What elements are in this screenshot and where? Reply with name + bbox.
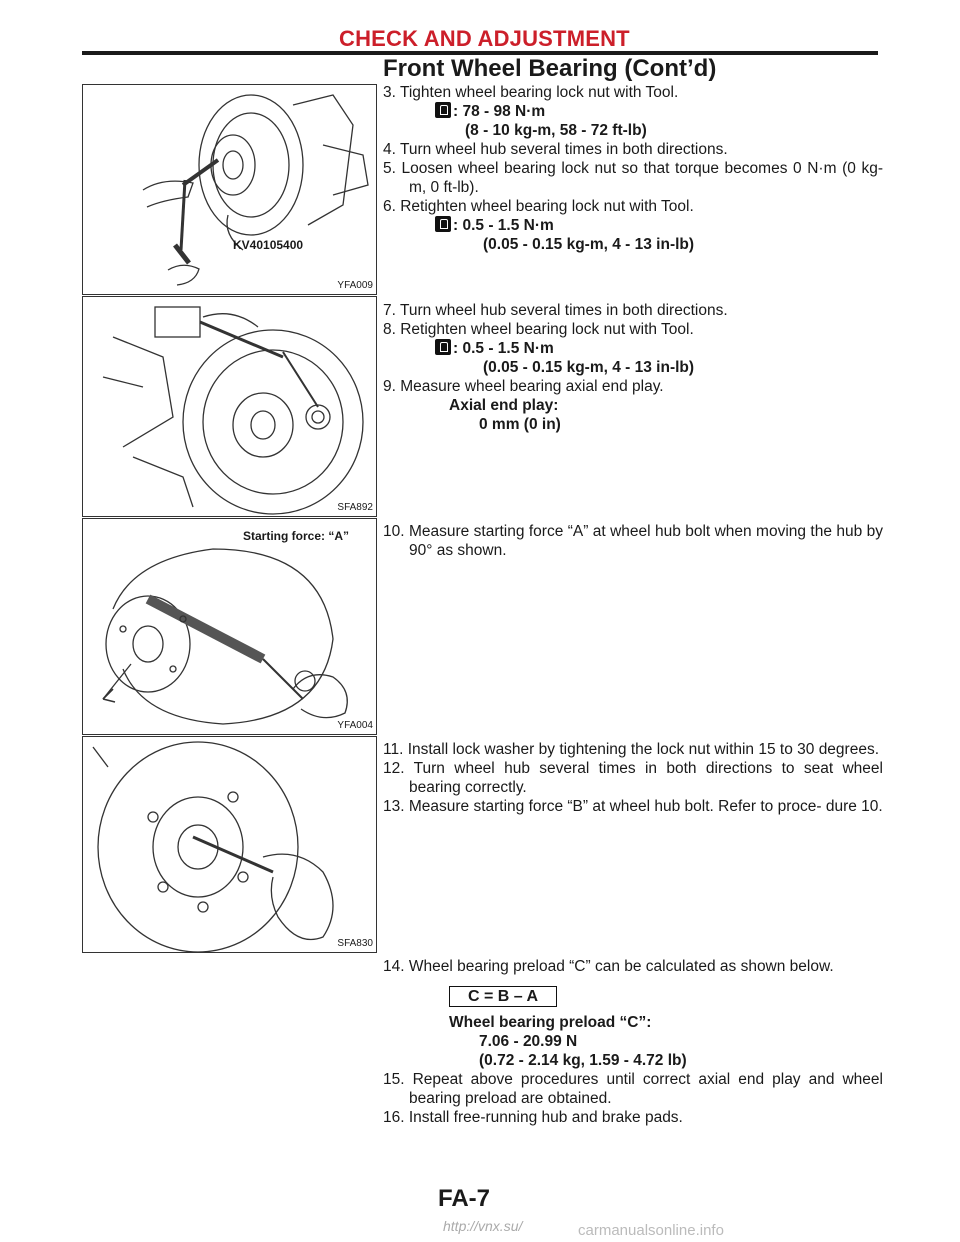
step-4: 4. Turn wheel hub several times in both directions. [383,141,728,158]
torque-value: : 78 - 98 N·m [453,103,546,120]
steps-14-16 [383,957,883,1127]
figure-yfa004 [82,518,377,735]
page-subtitle: Front Wheel Bearing (Cont’d) [383,55,717,82]
step-13: 13. Measure starting force “B” at wheel hub bolt. Refer to proce- dure 10. [383,798,883,815]
torque-spec-alt: (0.05 - 0.15 kg-m, 4 - 13 in-lb) [483,236,695,253]
torque-icon [435,216,451,232]
figure-tool-label: KV40105400 [233,238,304,252]
figure-code: YFA004 [337,720,373,731]
figure-sfa892 [82,296,377,517]
torque-icon [435,102,451,118]
step-9: 9. Measure wheel bearing axial end play. [383,378,664,395]
step-6: 6. Retighten wheel bearing lock nut with Tool. [383,198,694,215]
steps-3-6 [383,83,883,254]
figure-sfa830-illustration [83,737,376,952]
step-16: 16. Install free-running hub and brake pads. [383,1109,683,1126]
figure-force-label: Starting force: “A” [243,529,350,543]
preload-label: Wheel bearing preload “C”: [449,1014,652,1031]
figure-code: SFA830 [337,938,373,949]
preload-formula: C = B – A [449,986,557,1007]
page-number: FA-7 [438,1185,491,1212]
figure-yfa009-illustration [83,85,376,294]
step-5: 5. Loosen wheel bearing lock nut so that torque becomes 0 N·m (0 kg-m, 0 ft-lb). [383,160,883,196]
torque-icon [435,339,451,355]
watermark: carmanualsonline.info [578,1222,724,1239]
steps-7-9 [383,301,883,434]
end-play-value: 0 mm (0 in) [479,416,561,433]
torque-value: : 0.5 - 1.5 N·m [453,217,554,234]
figure-sfa892-illustration [83,297,376,516]
figure-yfa004-illustration [83,519,376,734]
figure-yfa009 [82,84,377,295]
step-11: 11. Install lock washer by tightening the lock nut within 15 to 30 degrees. [383,741,880,758]
step-7: 7. Turn wheel hub several times in both directions. [383,302,728,319]
torque-spec [383,216,883,235]
step-14: 14. Wheel bearing preload “C” can be calculated as shown below. [383,958,834,975]
step-12: 12. Turn wheel hub several times in both directions to seat wheel bearing correctly. [383,760,883,796]
source-link[interactable]: http://vnx.su/ [443,1218,523,1234]
preload-value-alt: (0.72 - 2.14 kg, 1.59 - 4.72 lb) [479,1052,687,1069]
figure-sfa830 [82,736,377,953]
figure-code: YFA009 [337,280,373,291]
step-10-block [383,522,883,560]
torque-spec [383,339,883,358]
preload-value: 7.06 - 20.99 N [479,1033,578,1050]
figure-code: SFA892 [337,502,373,513]
step-15: 15. Repeat above procedures until correct axial end play and wheel bearing preload are obtained. [383,1071,883,1107]
steps-11-13 [383,740,883,816]
step-3: 3. Tighten wheel bearing lock nut with Tool. [383,84,679,101]
torque-value: : 0.5 - 1.5 N·m [453,340,554,357]
torque-spec-alt: (0.05 - 0.15 kg-m, 4 - 13 in-lb) [483,359,695,376]
torque-spec [383,102,883,121]
step-10: 10. Measure starting force “A” at wheel hub bolt when moving the hub by 90° as shown. [383,523,883,559]
torque-spec-alt: (8 - 10 kg-m, 58 - 72 ft-lb) [465,122,647,139]
end-play-label: Axial end play: [449,397,559,414]
step-8: 8. Retighten wheel bearing lock nut with Tool. [383,321,694,338]
section-title: CHECK AND ADJUSTMENT [339,26,630,51]
